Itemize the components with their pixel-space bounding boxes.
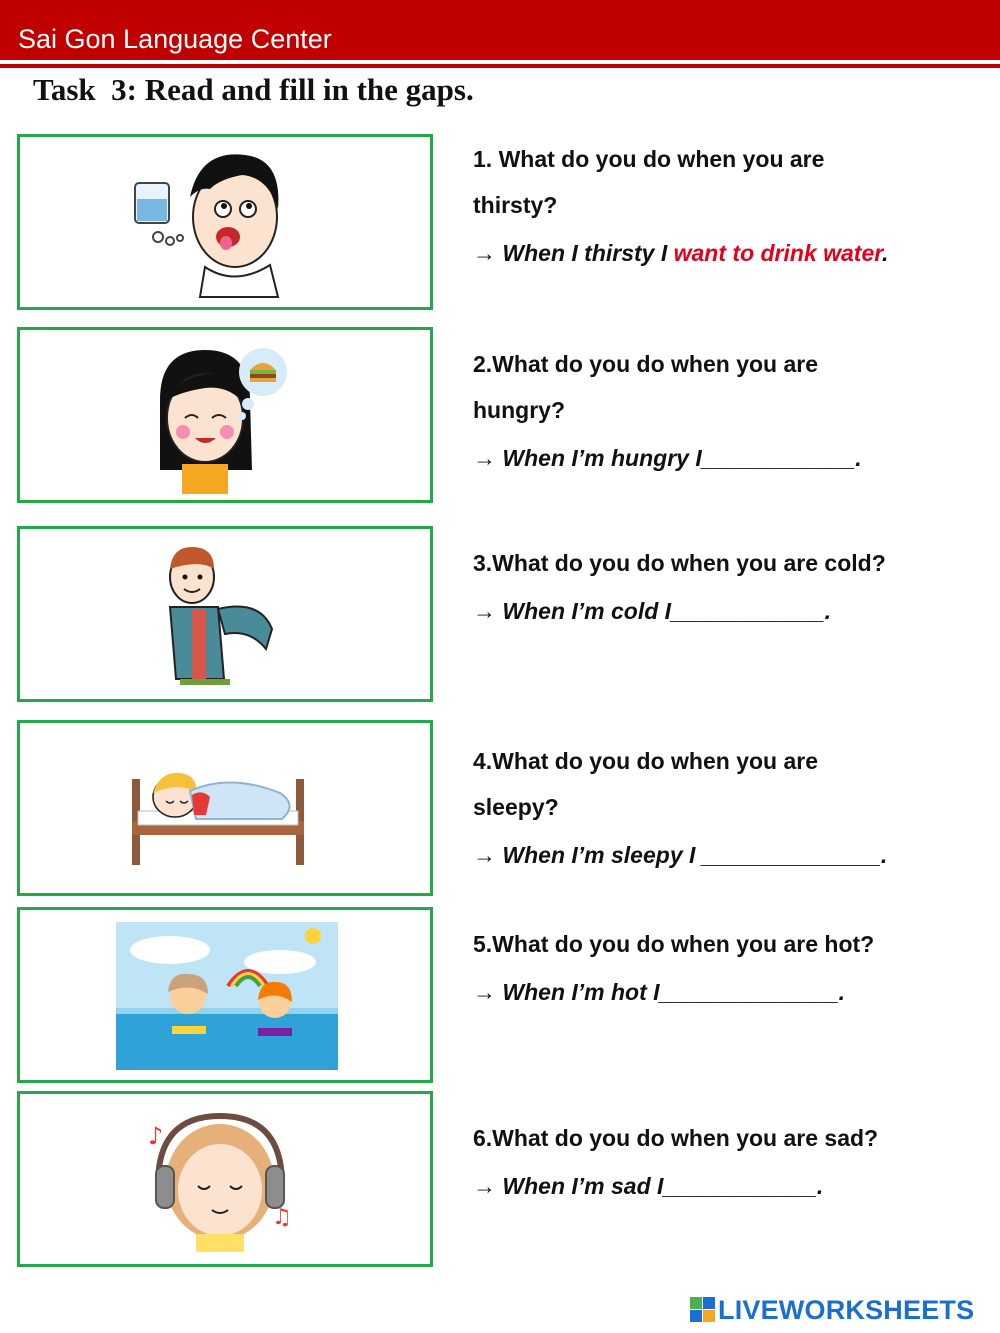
hungry-girl-image xyxy=(20,330,433,503)
liveworksheets-logo-text: LIVEWORKSHEETS xyxy=(718,1294,975,1325)
question-block-1 xyxy=(473,136,973,276)
question-text: 4.What do you do when you are sleepy? xyxy=(473,748,819,820)
kids-swimming-beach-image xyxy=(20,910,433,1083)
answer-line xyxy=(473,969,973,1015)
answer-line xyxy=(473,435,973,481)
question-block-6 xyxy=(473,1115,973,1209)
center-name: Sai Gon Language Center xyxy=(18,24,332,54)
image-box-3 xyxy=(17,526,433,702)
header-bar xyxy=(0,0,1000,60)
question-block-3 xyxy=(473,540,973,634)
header-divider xyxy=(0,64,1000,68)
answer-suffix: . xyxy=(881,240,889,266)
answer-fill[interactable]: want to drink water xyxy=(673,240,882,266)
question-text: 1. What do you do when you are thirsty? xyxy=(473,146,825,218)
image-box-2 xyxy=(17,327,433,503)
svg-text:♪: ♪ xyxy=(148,1122,164,1150)
svg-text:♫: ♫ xyxy=(272,1205,292,1230)
answer-prefix: → When I’m hot I xyxy=(473,979,660,1005)
liveworksheets-logo[interactable] xyxy=(690,1294,974,1326)
answer-prefix: → When I’m cold I xyxy=(473,598,672,624)
answer-prefix: → When I thirsty I xyxy=(473,240,674,266)
image-box-1 xyxy=(17,134,433,310)
answer-gap[interactable]: ____________ xyxy=(701,445,856,471)
answer-suffix: . xyxy=(880,842,888,868)
question-text: 5.What do you do when you are hot? xyxy=(473,931,875,957)
answer-line xyxy=(473,588,973,634)
answer-suffix: . xyxy=(824,598,831,624)
answer-suffix: . xyxy=(838,979,846,1005)
image-box-5 xyxy=(17,907,433,1083)
answer-line xyxy=(473,230,893,276)
question-block-2 xyxy=(473,341,973,481)
image-box-4 xyxy=(17,720,433,896)
question-text: 3.What do you do when you are cold? xyxy=(473,550,886,576)
task-title: Task 3: Read and fill in the gaps. xyxy=(33,72,474,107)
answer-gap[interactable]: ______________ xyxy=(701,842,881,868)
answer-gap[interactable]: ____________ xyxy=(663,1173,817,1199)
answer-prefix: → When I’m hungry I xyxy=(473,445,702,471)
cold-boy-jacket-image xyxy=(20,529,433,702)
answer-suffix: . xyxy=(816,1173,824,1199)
answer-prefix: → When I’m sad I xyxy=(473,1173,664,1199)
question-block-5 xyxy=(473,921,973,1015)
question-block-4 xyxy=(473,738,973,878)
answer-suffix: . xyxy=(855,445,862,471)
answer-prefix: → When I’m sleepy I xyxy=(473,842,702,868)
question-text: 6.What do you do when you are sad? xyxy=(473,1125,879,1151)
answer-gap[interactable]: ____________ xyxy=(671,598,825,624)
answer-line xyxy=(473,832,973,878)
image-box-6 xyxy=(17,1091,433,1267)
liveworksheets-logo-icon xyxy=(690,1297,716,1323)
thirsty-boy-image xyxy=(20,137,433,310)
answer-line xyxy=(473,1163,973,1209)
answer-gap[interactable]: ______________ xyxy=(659,979,839,1005)
question-text: 2.What do you do when you are hungry? xyxy=(473,351,819,423)
girl-headphones-music-image xyxy=(20,1094,433,1267)
sleeping-child-bed-image xyxy=(20,723,433,896)
